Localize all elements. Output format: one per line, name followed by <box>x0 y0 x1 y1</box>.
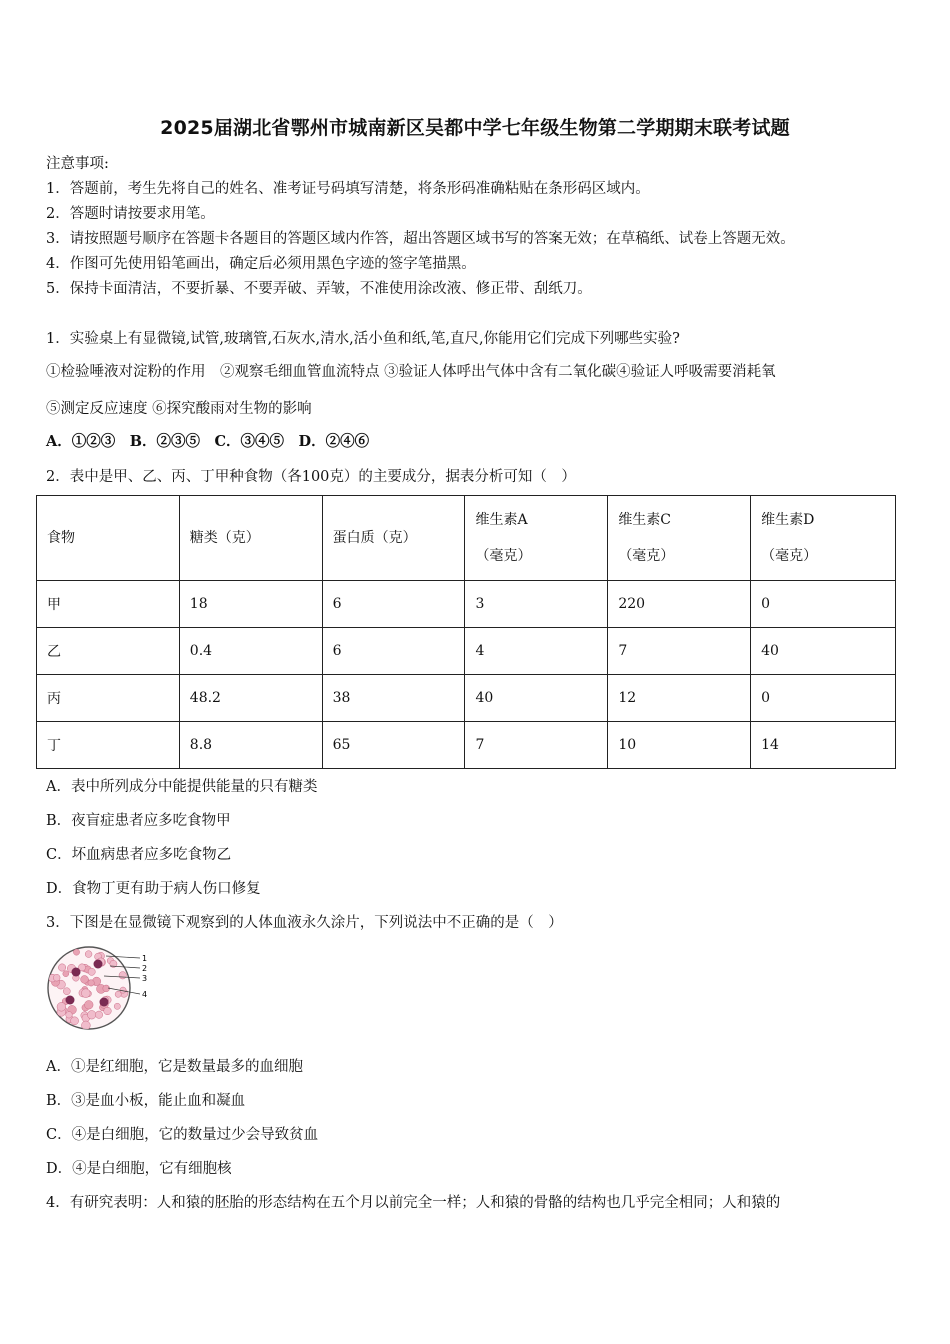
table-cell: 丙 <box>37 675 180 722</box>
figure-label: 3 <box>142 974 148 983</box>
blood-cell <box>95 1011 102 1018</box>
table-cell: 38 <box>322 675 465 722</box>
q4-stem: 4．有研究表明：人和猿的胚胎的形态结构在五个月以前完全一样；人和猿的骨骼的结构也几乎完全相同；人和猿的 <box>46 1195 781 1211</box>
blood-cell <box>63 988 70 995</box>
table-cell: 48.2 <box>179 675 322 722</box>
notice-item: 1．答题前，考生先将自己的姓名、准考证号码填写清楚，将条形码准确粘贴在条形码区域内。 <box>46 181 650 197</box>
figure-label: 1 <box>142 954 148 963</box>
blood-cell <box>57 1002 66 1011</box>
blood-cell <box>73 949 79 955</box>
white-blood-cell <box>94 960 103 969</box>
blood-cell <box>82 1021 91 1030</box>
blood-cell <box>66 1012 73 1019</box>
q2-stem: 2．表中是甲、乙、丙、丁甲种食物（各100克）的主要成分，据表分析可知（ ） <box>46 469 576 485</box>
blood-cell <box>71 1017 79 1025</box>
blood-cell <box>58 964 65 971</box>
table-header-cell: 糖类（克） <box>179 496 322 581</box>
table-cell: 4 <box>465 628 608 675</box>
table-cell: 65 <box>322 722 465 769</box>
notice-heading: 注意事项: <box>46 156 109 172</box>
table-cell: 6 <box>322 581 465 628</box>
table-row <box>37 675 896 722</box>
q3-stem: 3．下图是在显微镜下观察到的人体血液永久涂片，下列说法中不正确的是（ ） <box>46 915 563 931</box>
table-cell: 7 <box>608 628 751 675</box>
q1-stem: 1．实验桌上有显微镜,试管,玻璃管,石灰水,清水,活小鱼和纸,笔,直尺,你能用它们完成下列哪些实验? <box>46 331 680 347</box>
figure-label: 4 <box>142 990 148 999</box>
table-cell: 40 <box>751 628 896 675</box>
table-row <box>37 628 896 675</box>
white-blood-cell <box>100 998 109 1007</box>
table-cell: 18 <box>179 581 322 628</box>
table-cell: 6 <box>322 628 465 675</box>
blood-cell <box>85 1001 94 1010</box>
table-cell: 0 <box>751 581 896 628</box>
table-cell: 10 <box>608 722 751 769</box>
q3-option: A．①是红细胞，它是数量最多的血细胞 <box>46 1059 303 1075</box>
blood-cell <box>85 951 92 958</box>
figure-label: 2 <box>142 964 148 973</box>
table-header-row <box>37 496 896 581</box>
white-blood-cell <box>66 996 75 1005</box>
table-header-cell: 食物 <box>37 496 180 581</box>
q2-option: C．坏血病患者应多吃食物乙 <box>46 847 232 863</box>
blood-cell <box>53 974 60 981</box>
table-row <box>37 581 896 628</box>
blood-cell <box>104 1007 112 1015</box>
table-cell: 乙 <box>37 628 180 675</box>
table-cell: 220 <box>608 581 751 628</box>
table-cell: 0 <box>751 675 896 722</box>
blood-cell <box>119 972 126 979</box>
blood-smear-figure <box>46 942 156 1034</box>
table-cell: 甲 <box>37 581 180 628</box>
q3-option: D．④是白细胞，它有细胞核 <box>46 1161 232 1177</box>
table-row <box>37 722 896 769</box>
table-cell: 8.8 <box>179 722 322 769</box>
q1-items-line1: ①检验唾液对淀粉的作用 ②观察毛细血管血流特点 ③验证人体呼出气体中含有二氧化碳④验证人呼吸需要消耗氧 <box>46 364 776 380</box>
table-cell: 0.4 <box>179 628 322 675</box>
q2-option: D．食物丁更有助于病人伤口修复 <box>46 881 261 897</box>
blood-cell <box>88 980 94 986</box>
table-cell: 40 <box>465 675 608 722</box>
blood-cell <box>87 1011 96 1020</box>
table-cell: 丁 <box>37 722 180 769</box>
q3-option: C．④是白细胞，它的数量过少会导致贫血 <box>46 1127 319 1143</box>
q2-option: A．表中所列成分中能提供能量的只有糖类 <box>46 779 318 795</box>
table-header-cell: 维生素C （毫克） <box>608 496 751 581</box>
blood-cell <box>81 989 90 998</box>
table-header-cell: 维生素A （毫克） <box>465 496 608 581</box>
notice-item: 3．请按照题号顺序在答题卡各题目的答题区域内作答，超出答题区域书写的答案无效；在草稿纸、试卷上答题无效。 <box>46 231 795 247</box>
blood-cell <box>115 991 121 997</box>
nutrition-table <box>36 495 896 769</box>
blood-cell <box>63 971 69 977</box>
blood-cell <box>114 1003 120 1009</box>
notice-item: 2．答题时请按要求用笔。 <box>46 206 215 222</box>
notice-item: 4．作图可先使用铅笔画出，确定后必须用黑色字迹的签字笔描黑。 <box>46 256 476 272</box>
q2-option: B．夜盲症患者应多吃食物甲 <box>46 813 231 829</box>
blood-cell <box>88 968 95 975</box>
page-title: 2025届湖北省鄂州市城南新区吴都中学七年级生物第二学期期末联考试题 <box>160 117 790 139</box>
q3-option: B．③是血小板，能止血和凝血 <box>46 1093 246 1109</box>
q1-options: A．①②③ B．②③⑤ C．③④⑤ D．②④⑥ <box>46 433 370 450</box>
table-header-cell: 蛋白质（克） <box>322 496 465 581</box>
white-blood-cell <box>72 968 81 977</box>
table-cell: 7 <box>465 722 608 769</box>
blood-cell <box>81 976 89 984</box>
table-cell: 3 <box>465 581 608 628</box>
table-header-cell: 维生素D （毫克） <box>751 496 896 581</box>
q1-items-line2: ⑤测定反应速度 ⑥探究酸雨对生物的影响 <box>46 401 312 417</box>
table-cell: 12 <box>608 675 751 722</box>
table-cell: 14 <box>751 722 896 769</box>
notice-item: 5．保持卡面清洁，不要折暴、不要弄破、弄皱，不准使用涂改液、修正带、刮纸刀。 <box>46 281 592 297</box>
